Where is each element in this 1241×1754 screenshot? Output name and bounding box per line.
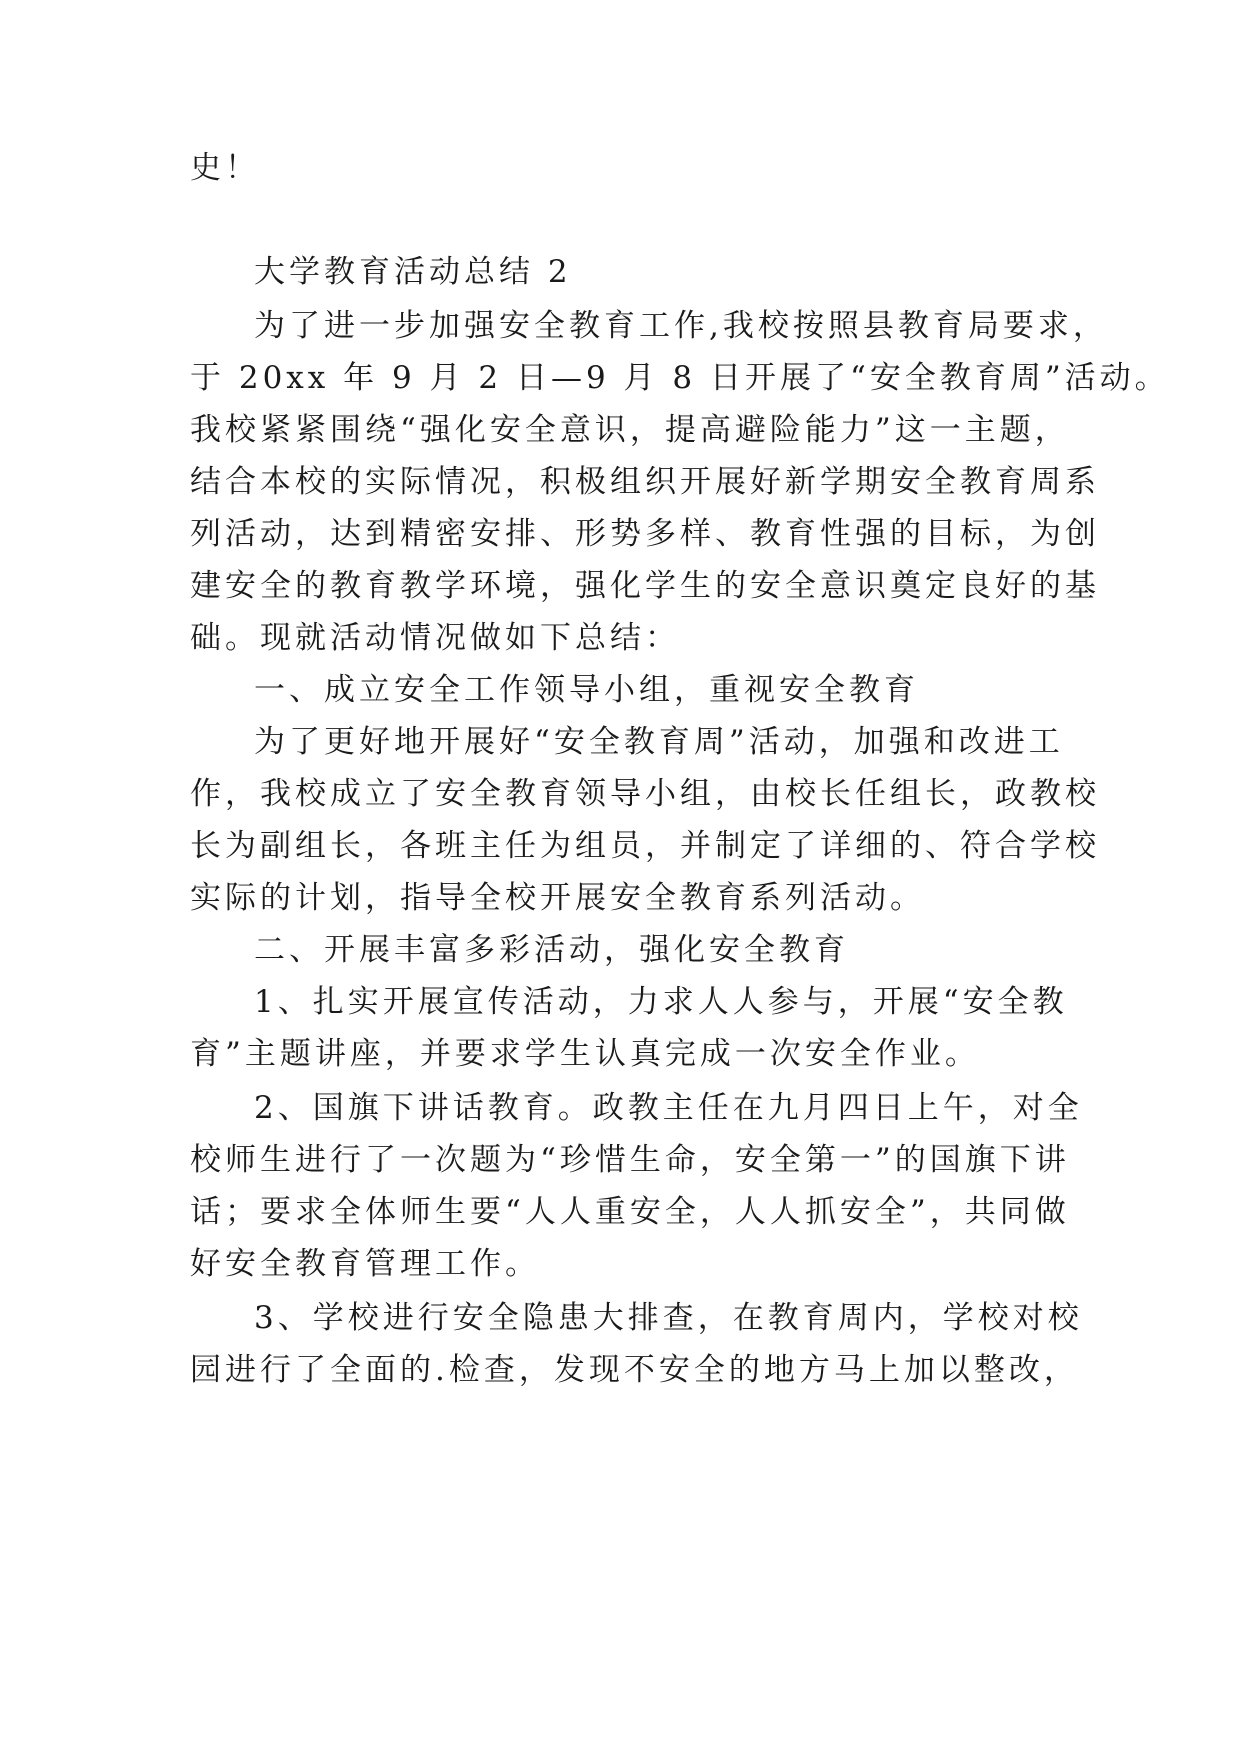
paragraph-line: 我校紧紧围绕“强化安全意识，提高避险能力”这一主题， [190, 412, 1070, 448]
paragraph-line: 为了进一步加强安全教育工作,我校按照县教育局要求， [254, 308, 1108, 344]
paragraph-line: 实际的计划，指导全校开展安全教育系列活动。 [190, 880, 925, 916]
paragraph-line: 作，我校成立了安全教育领导小组，由校长任组长，政教校 [190, 776, 1100, 812]
paragraph-line: 2、国旗下讲话教育。政教主任在九月四日上午，对全 [254, 1090, 1083, 1126]
section-heading: 一、成立安全工作领导小组，重视安全教育 [254, 672, 919, 708]
paragraph-line: 3、学校进行安全隐患大排查，在教育周内，学校对校 [254, 1300, 1083, 1336]
paragraph-line: 园进行了全面的.检查，发现不安全的地方马上加以整改， [190, 1352, 1079, 1388]
text-line: 史！ [190, 150, 260, 186]
paragraph-line: 为了更好地开展好“安全教育周”活动，加强和改进工 [254, 724, 1064, 760]
section-title: 大学教育活动总结 2 [254, 254, 572, 290]
paragraph-line: 建安全的教育教学环境，强化学生的安全意识奠定良好的基 [190, 568, 1100, 604]
paragraph-line: 好安全教育管理工作。 [190, 1246, 540, 1282]
paragraph-line: 础。现就活动情况做如下总结： [190, 620, 680, 656]
paragraph-line: 1、扎实开展宣传活动，力求人人参与，开展“安全教 [254, 984, 1068, 1020]
paragraph-line: 育”主题讲座，并要求学生认真完成一次安全作业。 [190, 1036, 980, 1072]
paragraph-line: 校师生进行了一次题为“珍惜生命，安全第一”的国旗下讲 [190, 1142, 1070, 1178]
section-heading: 二、开展丰富多彩活动，强化安全教育 [254, 932, 849, 968]
paragraph-line: 列活动，达到精密安排、形势多样、教育性强的目标，为创 [190, 516, 1100, 552]
document-page [190, 0, 1170, 1754]
paragraph-line: 长为副组长，各班主任为组员，并制定了详细的、符合学校 [190, 828, 1100, 864]
paragraph-line: 于 20xx 年 9 月 2 日—9 月 8 日开展了“安全教育周”活动。 [190, 360, 1170, 396]
paragraph-line: 结合本校的实际情况，积极组织开展好新学期安全教育周系 [190, 464, 1100, 500]
paragraph-line: 话；要求全体师生要“人人重安全，人人抓安全”，共同做 [190, 1194, 1070, 1230]
